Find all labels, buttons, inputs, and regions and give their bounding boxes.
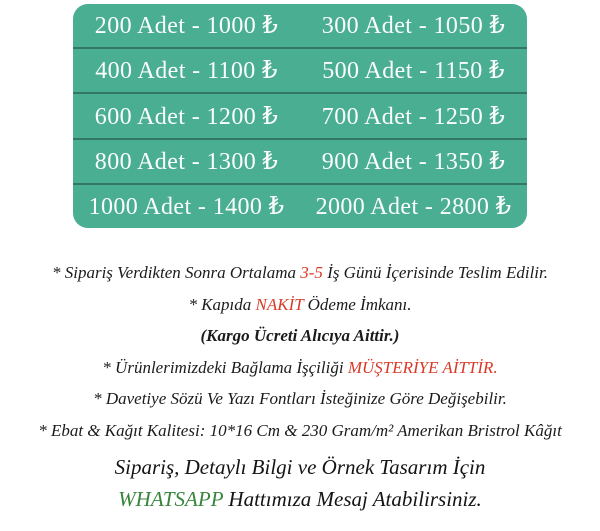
table-row [73, 183, 527, 228]
footer-line-2 [0, 484, 600, 516]
footer-section [0, 452, 600, 515]
table-row [73, 47, 527, 92]
price-cell: 2000 Adet - 2800 ₺ [315, 193, 512, 220]
note-text: * Ürünlerimizdeki Bağlama İşçiliği [102, 357, 348, 377]
table-row [73, 138, 527, 183]
footer-line-2-rest: Hattımıza Mesaj Atabilirsiniz. [223, 486, 482, 511]
price-cell: 500 Adet - 1150 ₺ [322, 58, 505, 85]
note-highlight-customer: MÜŞTERİYE AİTTİR. [347, 357, 498, 377]
table-row [73, 4, 527, 47]
price-cell: 900 Adet - 1350 ₺ [321, 148, 506, 175]
price-cell: 700 Adet - 1250 ₺ [321, 103, 506, 130]
note-delivery-time [0, 257, 600, 289]
price-cell: 300 Adet - 1050 ₺ [321, 13, 506, 40]
note-highlight-days: 3-5 [300, 263, 323, 282]
price-cell: 800 Adet - 1300 ₺ [94, 148, 279, 175]
note-highlight-cash: NAKİT [255, 294, 304, 314]
table-row [73, 92, 527, 137]
price-cell: 200 Adet - 1000 ₺ [94, 13, 279, 40]
note-binding-labor [0, 352, 600, 384]
note-cash-payment [0, 289, 600, 321]
note-shipping-fee: (Kargo Ücreti Alıcıya Aittir.) [200, 326, 400, 346]
note-fonts-changeable: * Davetiye Sözü Ve Yazı Fontları İsteğinize Göre Değişebilir. [93, 389, 507, 409]
note-paper-quality: * Ebat & Kağıt Kalitesi: 10*16 Cm & 230 Gram/m² Amerikan Bristrol Kâğıt [38, 420, 562, 440]
note-text: İş Günü İçerisinde Teslim Edilir. [322, 263, 548, 282]
price-table [73, 4, 527, 228]
footer-line-1: Sipariş, Detaylı Bilgi ve Örnek Tasarım İçin [114, 455, 486, 479]
notes-section [0, 257, 600, 447]
note-text: * Sipariş Verdikten Sonra Ortalama [52, 263, 301, 282]
note-text: * Kapıda [188, 294, 256, 314]
note-text: Ödeme İmkanı. [303, 294, 412, 314]
price-cell: 1000 Adet - 1400 ₺ [88, 193, 285, 220]
price-cell: 600 Adet - 1200 ₺ [94, 103, 279, 130]
whatsapp-label: WHATSAPP [118, 486, 224, 511]
price-cell: 400 Adet - 1100 ₺ [95, 58, 278, 85]
